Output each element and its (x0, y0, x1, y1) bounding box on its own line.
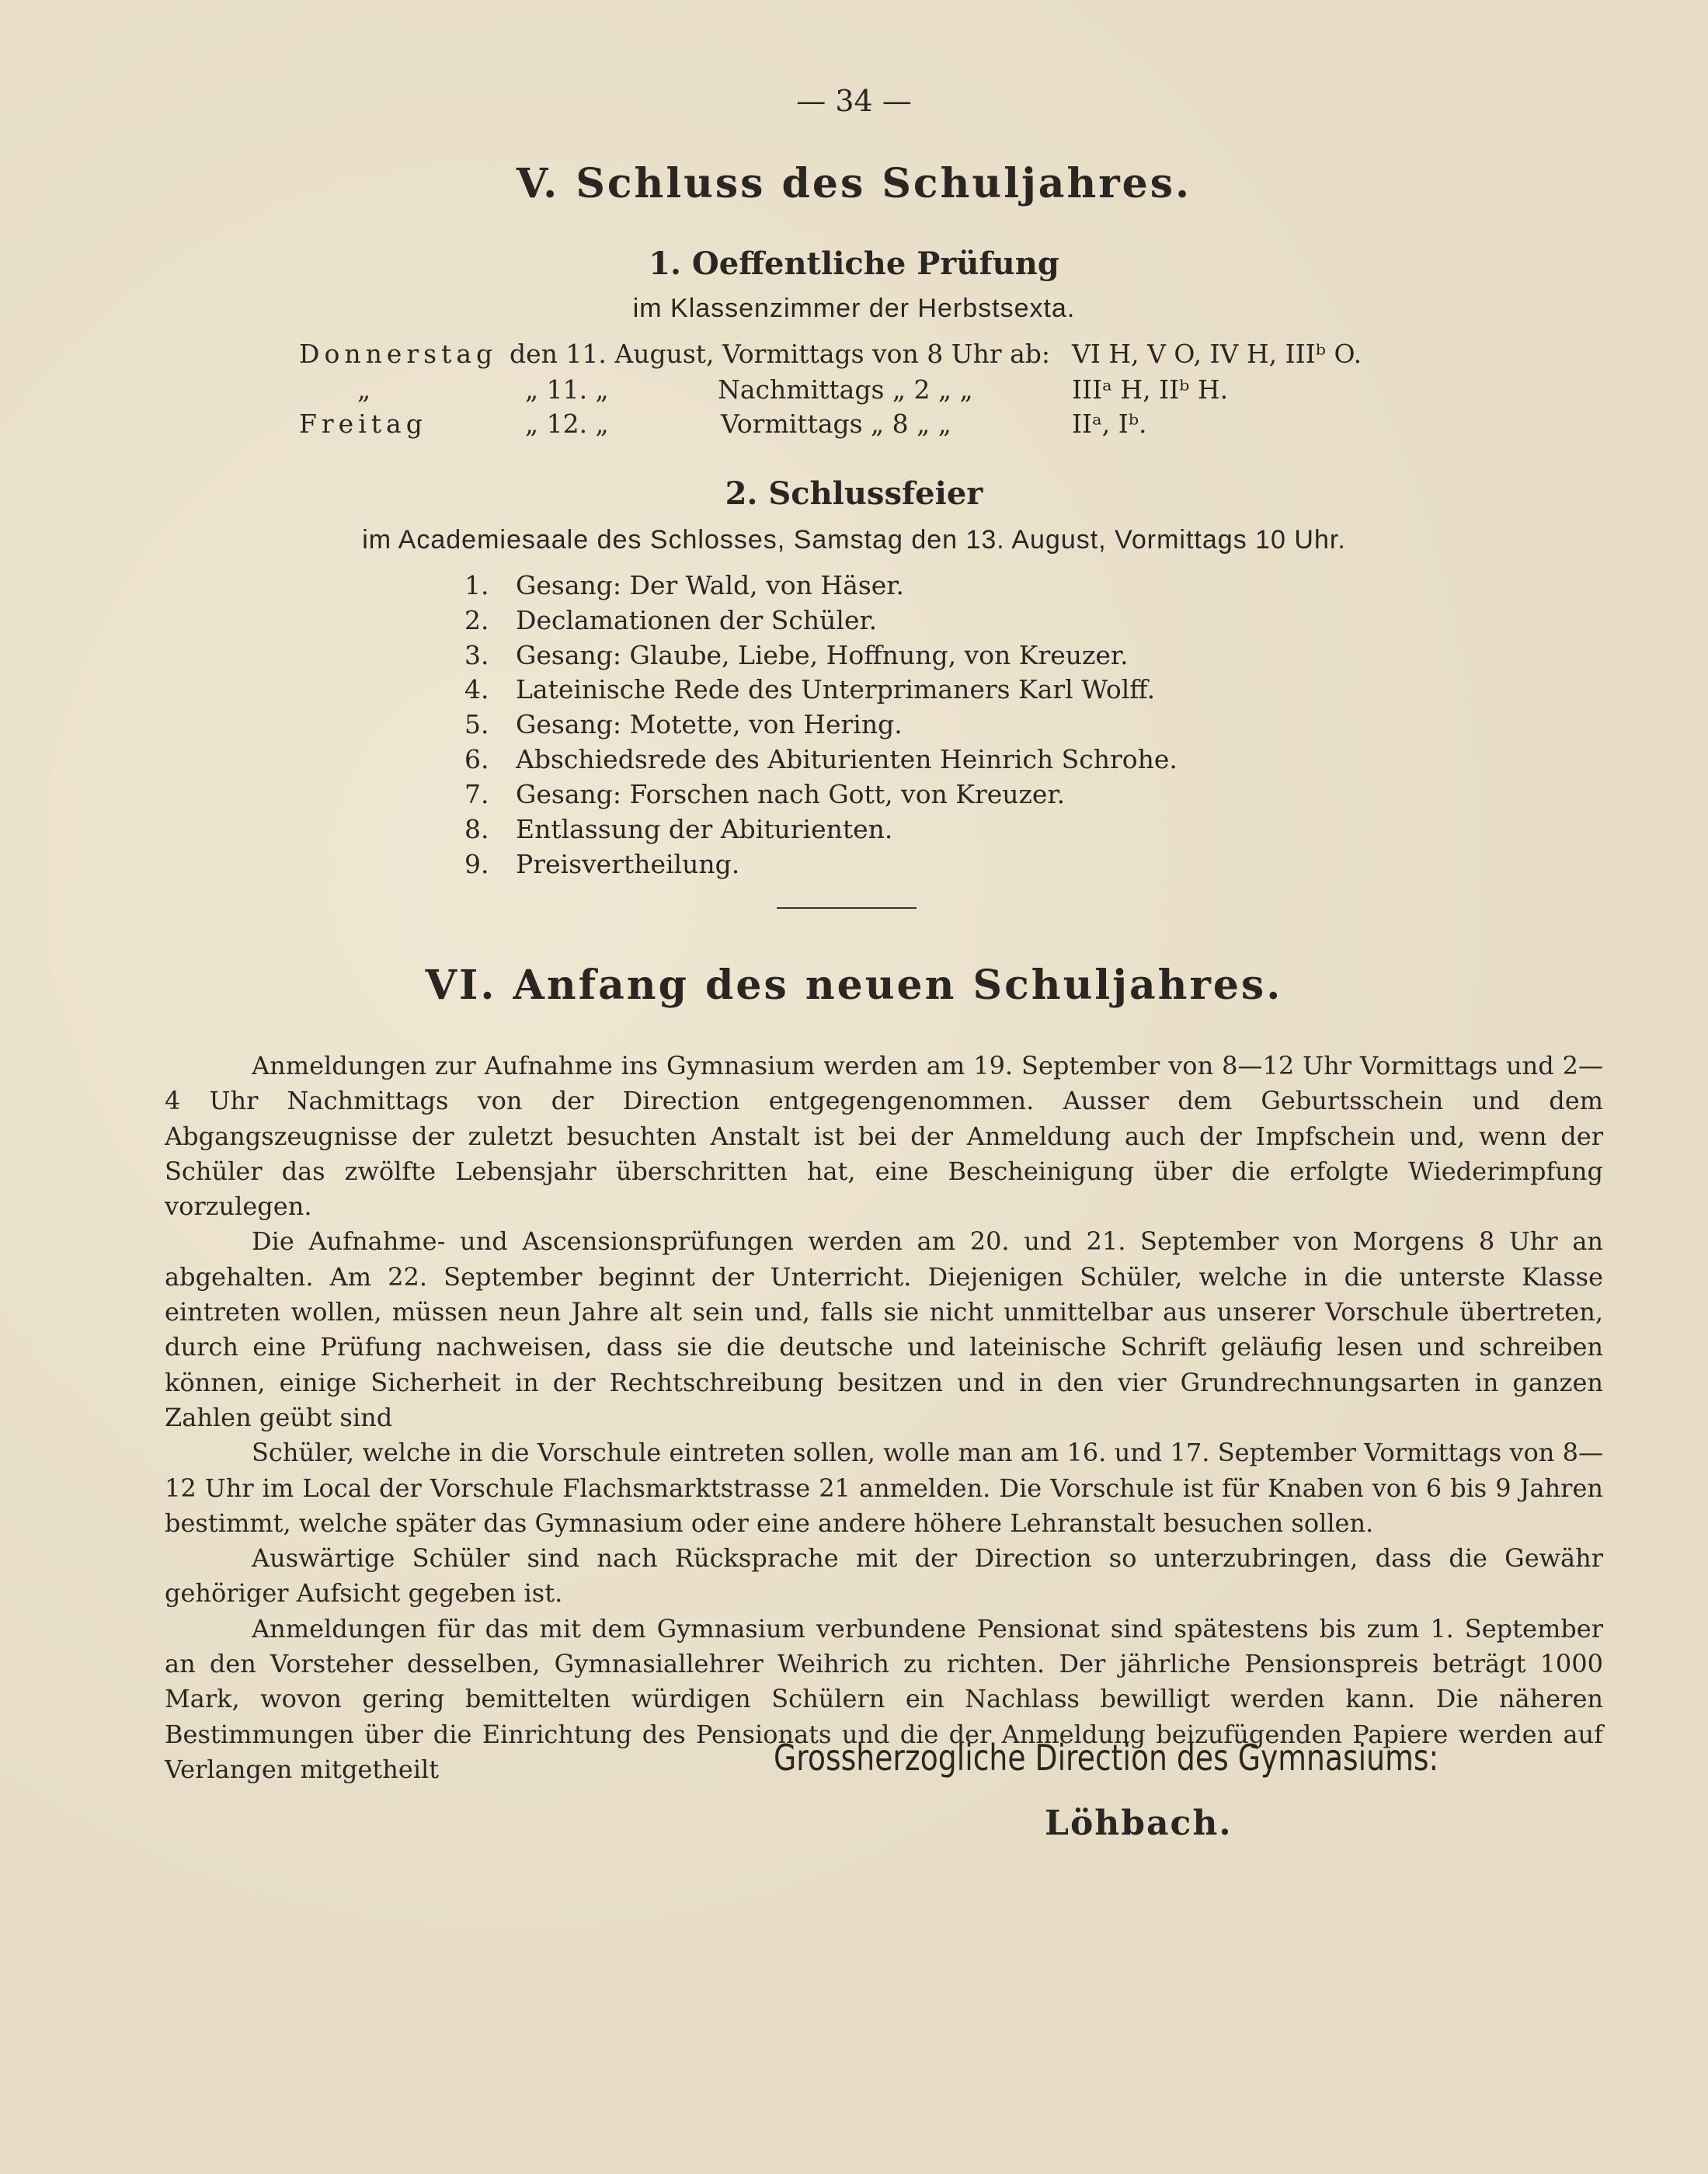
program-text: Gesang: Forschen nach Gott, von Kreuzer. (516, 779, 1066, 809)
schedule-date: „ 12. „ (525, 409, 609, 439)
schedule-day: Donnerstag (299, 339, 498, 369)
program-text: Entlassung der Abiturienten. (516, 814, 893, 844)
schedule-time: Nachmittags „ 2 „ „ (718, 374, 973, 405)
page-number: — 34 — (796, 84, 912, 118)
schedule-date: „ 11. „ (525, 374, 609, 405)
section-5-1-title: 1. Oeffentliche Prüfung (649, 245, 1059, 282)
program-number: 5. (464, 709, 489, 739)
program-text: Preisvertheilung. (516, 849, 740, 879)
signature-institution: Grossherzogliche Direction des Gymnasiums: (774, 1737, 1439, 1779)
program-text: Declamationen der Schüler. (516, 605, 878, 635)
program-number: 9. (464, 849, 489, 879)
program-number: 6. (464, 744, 489, 774)
program-text: Abschiedsrede des Abiturienten Heinrich Schrohe. (516, 744, 1178, 774)
program-text: Gesang: Glaube, Liebe, Hoffnung, von Kreuzer. (516, 640, 1129, 670)
schedule-time: Vormittags „ 8 „ „ (721, 409, 951, 439)
program-number: 1. (464, 570, 489, 600)
schedule-classes: IIᵃ, Iᵇ. (1072, 409, 1147, 439)
paragraph: Anmeldungen zur Aufnahme ins Gymnasium werden am 19. September von 8—12 Uhr Vormittags und 2—4 Uhr Nachmittags von der Direction entgegengenommen. Ausser dem Geburtsschein und dem Abgangszeugnisse der zuletzt besuchten Anstalt ist bei der Anmeldung auch der Impfschein und, wenn der Schüler das zwölfte Lebensjahr überschritten hat, eine Bescheinigung über die erfolgte Wiederimpfung vorzulegen. (165, 1051, 1603, 1222)
section-5-title: V. Schluss des Schuljahres. (516, 160, 1192, 207)
schedule-classes: VI H, V O, IV H, IIIᵇ O. (1072, 339, 1362, 369)
paragraph: Anmeldungen für das mit dem Gymnasium verbundene Pensionat sind spätestens bis zum 1. September an den Vorsteher desselben, Gymnasiallehrer Weihrich zu richten. Der jährliche Pensionspreis beträgt 1000 Mark, wovon gering bemittelten würdigen Schülern ein Nachlass bewilligt werden kann. Die näheren Bestimmungen über die Einrichtung des Pensionats und die der Anmeldung beizufügenden Papiere werden auf Verlangen mitgetheilt (165, 1613, 1603, 1784)
program-number: 8. (464, 814, 489, 844)
paragraph: Die Aufnahme- und Ascensionsprüfungen werden am 20. und 21. September von Morgens 8 Uhr an abgehalten. Am 22. September beginnt der Unterricht. Diejenigen Schüler, welche in die unterste Klasse eintreten wollen, müssen neun Jahre alt sein und, falls sie nicht unmittelbar aus unserer Vorschule übertreten, durch eine Prüfung nachweisen, dass sie die deutsche und lateinische Schrift geläufig lesen und schreiben können, einige Sicherheit in der Rechtschreibung besitzen und in den vier Grundrechnungsarten in ganzen Zahlen geübt sind (165, 1226, 1603, 1432)
section-6-title: VI. Anfang des neuen Schuljahres. (425, 962, 1283, 1009)
section-divider (777, 907, 917, 909)
signature-name: Löhbach. (1045, 1804, 1233, 1843)
section-5-2-title: 2. Schlussfeier (725, 475, 983, 512)
schedule-day: „ (357, 374, 371, 405)
section-5-1-location: im Klassenzimmer der Herbstsexta. (632, 294, 1076, 323)
schedule-classes: IIIᵃ H, IIᵇ H. (1072, 374, 1229, 405)
section-6-body (165, 1049, 1603, 1787)
paragraph: Schüler, welche in die Vorschule eintreten sollen, wolle man am 16. und 17. September Vormittags von 8—12 Uhr im Local der Vorschule Flachsmarktstrasse 21 anmelden. Die Vorschule ist für Knaben von 6 bis 9 Jahren bestimmt, welche später das Gymnasium oder eine andere höhere Lehranstalt besuchen sollen. (165, 1438, 1603, 1538)
section-5-2-location: im Academiesaale des Schlosses, Samstag den 13. August, Vormittags 10 Uhr. (362, 525, 1346, 555)
program-number: 4. (464, 674, 489, 704)
program-text: Gesang: Motette, von Hering. (516, 709, 903, 739)
program-number: 2. (464, 605, 489, 635)
schedule-day: Freitag (299, 409, 427, 439)
program-number: 7. (464, 779, 489, 809)
program-text: Lateinische Rede des Unterprimaners Karl Wolff. (516, 674, 1156, 704)
program-number: 3. (464, 640, 489, 670)
paragraph: Auswärtige Schüler sind nach Rücksprache mit der Direction so unterzubringen, dass die Gewähr gehöriger Aufsicht gegeben ist. (165, 1543, 1603, 1609)
program-text: Gesang: Der Wald, von Häser. (516, 570, 904, 600)
schedule-time: Vormittags von 8 Uhr ab: (722, 339, 1051, 369)
schedule-date: den 11. August, (510, 339, 715, 369)
